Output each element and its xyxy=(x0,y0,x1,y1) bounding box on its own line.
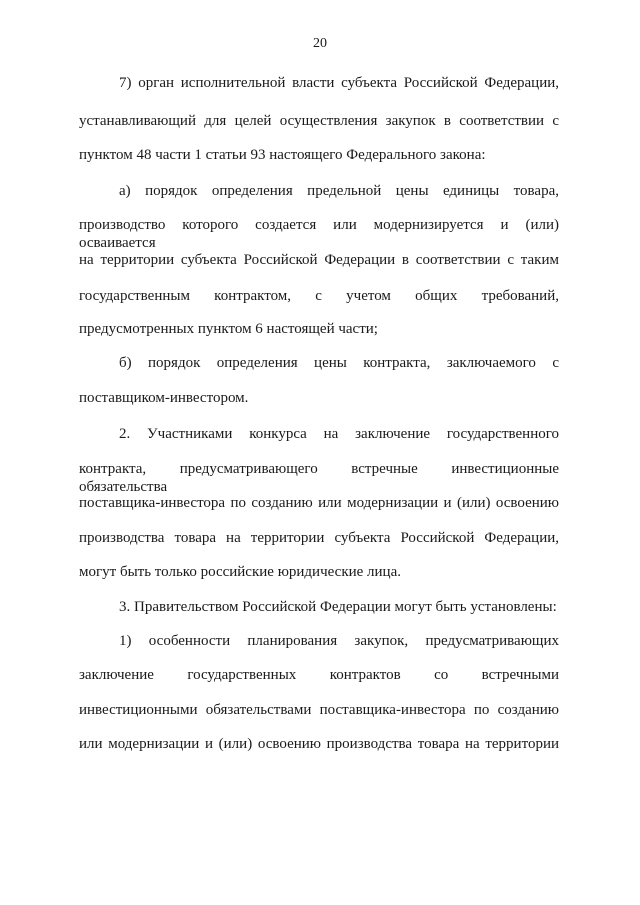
text-line: на территории субъекта Российской Федерации в соответствии с таким xyxy=(79,252,559,268)
text-line: б) порядок определения цены контракта, заключаемого с xyxy=(119,355,559,371)
text-line: или модернизации и (или) освоению производства товара на территории xyxy=(79,736,559,752)
text-line: 3. Правительством Российской Федерации могут быть установлены: xyxy=(119,599,557,615)
text-line: 1) особенности планирования закупок, предусматривающих xyxy=(119,633,559,649)
text-line: государственным контрактом, с учетом общих требований, xyxy=(79,288,559,304)
text-line: поставщиком-инвестором. xyxy=(79,390,249,406)
text-line: 7) орган исполнительной власти субъекта Российской Федерации, xyxy=(119,75,559,91)
text-line: могут быть только российские юридические лица. xyxy=(79,564,401,580)
text-line: заключение государственных контрактов со встречными xyxy=(79,667,559,683)
page-number: 20 xyxy=(313,36,327,51)
text-line: а) порядок определения предельной цены единицы товара, xyxy=(119,183,559,199)
text-line: контракта, предусматривающего встречные инвестиционные обязательства xyxy=(79,461,559,495)
text-line: пунктом 48 части 1 статьи 93 настоящего Федерального закона: xyxy=(79,147,486,163)
text-line: производства товара на территории субъекта Российской Федерации, xyxy=(79,530,559,546)
text-line: производство которого создается или модернизируется и (или) осваивается xyxy=(79,217,559,251)
text-line: устанавливающий для целей осуществления закупок в соответствии с xyxy=(79,113,559,129)
text-line: инвестиционными обязательствами поставщика-инвестора по созданию xyxy=(79,702,559,718)
text-line: поставщика-инвестора по созданию или модернизации и (или) освоению xyxy=(79,495,559,511)
text-line: 2. Участниками конкурса на заключение государственного xyxy=(119,426,559,442)
text-line: предусмотренных пунктом 6 настоящей части; xyxy=(79,321,378,337)
